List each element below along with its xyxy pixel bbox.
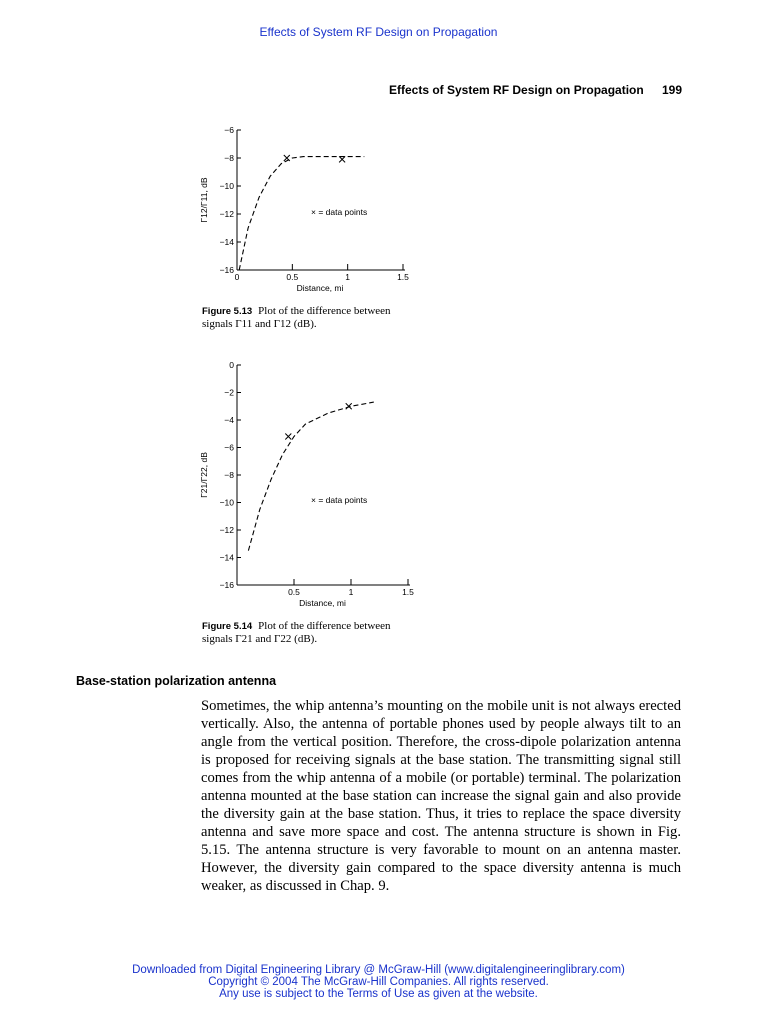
y-tick-label: −12: [219, 525, 234, 535]
x-tick-label: 0.5: [286, 272, 299, 282]
data-point-marker: [339, 156, 345, 162]
body-paragraph: Sometimes, the whip antenna’s mounting on the mobile unit is not always erected vertically. Also, the antenna of portable phones used by people always tilt to an angle from the vertical position. Therefore, the cross-dipole polarization antenna is proposed for receiving signals at the base station. The transmitting signal still comes from the whip antenna of a mobile (or portable) terminal. The polarization antenna mounted at the base station can increase the signal gain and also provide the diversity gain at the base station. Thus, it tries to replace the space diversity antenna and save more space and cost. The antenna structure is shown in Fig. 5.15. The antenna structure is very favorable to mount on an antenna master. However, the diversity gain compared to the space diversity antenna is much weaker, as discussed in Chap. 9.: [201, 698, 681, 894]
x-tick-label: 1.5: [402, 587, 414, 597]
figure-5-14-caption-text: Plot of the difference between signals Γ21 and Γ22 (dB).: [202, 620, 391, 645]
running-head: Effects of System RF Design on Propagation: [389, 83, 644, 97]
x-tick-label: 0: [234, 272, 240, 282]
x-tick-label: 1: [345, 272, 351, 282]
footer-line-1[interactable]: Downloaded from Digital Engineering Library @ McGraw-Hill (www.digitalengineeringlibrary.com): [132, 964, 625, 976]
data-point-marker: [284, 155, 290, 161]
data-point-marker: [285, 434, 291, 440]
x-axis-label: Distance, mi: [299, 598, 346, 608]
figure-5-13-caption: [202, 305, 417, 331]
footer-line-3[interactable]: Any use is subject to the Terms of Use as given at the website.: [219, 988, 538, 1000]
y-tick-label: −16: [219, 265, 234, 275]
figure-5-14-chart: [195, 355, 425, 613]
section-heading: Base-station polarization antenna: [76, 674, 277, 688]
y-tick-label: −14: [219, 552, 234, 563]
legend-label: × = data points: [311, 207, 368, 217]
y-tick-label: −4: [224, 415, 234, 425]
y-tick-label: −16: [219, 580, 234, 590]
page-number: 199: [662, 83, 683, 97]
data-point-marker: [346, 403, 352, 409]
y-tick-label: 0: [229, 360, 234, 370]
footer: [0, 964, 757, 1000]
legend-label: × = data points: [311, 495, 368, 505]
footer-line-2: Copyright © 2004 The McGraw-Hill Companies. All rights reserved.: [208, 976, 549, 988]
y-tick-label: −2: [224, 387, 234, 398]
y-tick-label: −12: [219, 209, 234, 219]
y-axis-label: Γ21/Γ22, dB: [199, 452, 209, 498]
series-curve: [248, 402, 373, 550]
figure-5-13-caption-text: Plot of the difference between signals Γ11 and Γ12 (dB).: [202, 305, 391, 330]
figure-5-13-chart: [195, 120, 425, 302]
y-axis-label: Γ12/Γ11, dB: [199, 177, 209, 223]
y-tick-label: −8: [224, 470, 234, 480]
y-tick-label: −6: [224, 125, 234, 135]
y-tick-label: −6: [224, 442, 234, 453]
y-tick-label: −10: [219, 181, 234, 191]
figure-5-13-label: Figure 5.13: [202, 306, 253, 317]
x-axis-label: Distance, mi: [296, 283, 344, 293]
top-link[interactable]: Effects of System RF Design on Propagation: [259, 25, 498, 39]
x-tick-label: 0.5: [288, 587, 300, 597]
figure-5-14-caption: [202, 620, 417, 646]
y-tick-label: −14: [219, 237, 234, 247]
y-tick-label: −10: [219, 497, 234, 508]
x-tick-label: 1.5: [397, 272, 409, 282]
figure-5-14-label: Figure 5.14: [202, 621, 253, 632]
x-tick-label: 1: [348, 587, 354, 597]
y-tick-label: −8: [224, 153, 234, 163]
